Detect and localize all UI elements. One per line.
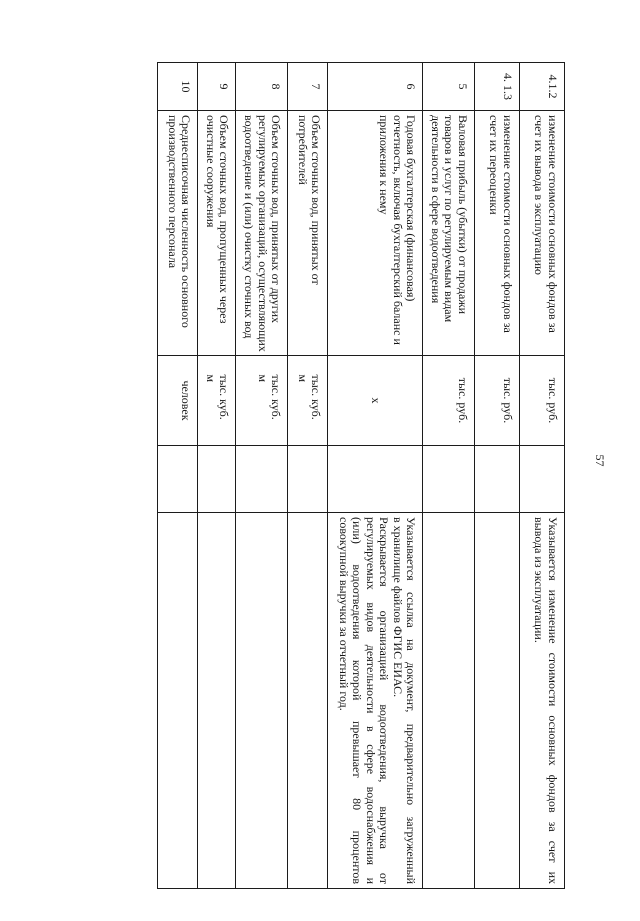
value-cell <box>423 446 475 513</box>
name-line: Объем сточных вод, принятых от других <box>269 115 284 324</box>
indicator-name <box>520 111 565 356</box>
unit-text: тыс. руб. <box>456 377 470 424</box>
description <box>198 513 236 889</box>
value-cell <box>236 446 288 513</box>
description-line: совокупной выручки за отчетный год. <box>337 517 351 711</box>
description <box>158 513 198 889</box>
description-line: вывода из эксплуатации. <box>532 517 547 643</box>
name-line: Валовая прибыль (убытки) от продажи <box>456 115 470 315</box>
page-number: 57 <box>593 454 607 467</box>
unit-of-measure <box>198 356 236 446</box>
indicator-name <box>475 111 520 356</box>
unit-text: человек <box>179 380 194 421</box>
description <box>236 513 288 889</box>
value-cell <box>475 446 520 513</box>
row-number: 4.1.2 <box>520 63 565 111</box>
unit-of-measure <box>158 356 198 446</box>
name-line: изменение стоимости основных фондов за <box>546 115 560 333</box>
unit-of-measure <box>328 356 423 446</box>
name-line: производственного персонала <box>166 115 180 269</box>
description-line: Указывается ссылка на документ, предварительно загруженный <box>404 517 419 884</box>
unit-of-measure <box>236 356 288 446</box>
value-cell <box>158 446 198 513</box>
row-number: 5 <box>423 63 475 111</box>
name-line: деятельности в сфере водоотведения <box>429 115 443 304</box>
unit-text: тыс. куб. м <box>256 374 284 420</box>
unit-of-measure <box>520 356 565 446</box>
table-row <box>520 63 565 889</box>
unit-of-measure <box>423 356 475 446</box>
row-number: 9 <box>198 63 236 111</box>
name-line: водоотведение и (или) очистку сточных вод <box>242 115 257 339</box>
table-row <box>236 63 288 889</box>
unit-text: тыс. куб. м <box>296 374 324 420</box>
indicator-name <box>158 111 198 356</box>
description <box>288 513 328 889</box>
description-line: (или) водоотведения которой превышает 80 процентов <box>350 517 365 884</box>
description <box>475 513 520 889</box>
row-number: 6 <box>328 63 423 111</box>
name-line: Объем сточных вод, пропущенных через <box>217 115 232 324</box>
table-row <box>198 63 236 889</box>
row-number: 7 <box>288 63 328 111</box>
name-line: регулируемых организаций, осуществляющих <box>256 115 270 352</box>
table-row <box>158 63 198 889</box>
value-cell <box>198 446 236 513</box>
row-number: 4. 1.3 <box>475 63 520 111</box>
name-line: Среднесписочная численность основного <box>179 115 194 328</box>
table-row <box>423 63 475 889</box>
name-line: приложения к нему <box>377 115 392 215</box>
name-line: счет их переоценки <box>487 115 502 215</box>
value-cell <box>520 446 565 513</box>
name-line: товаров и услуг по регулируемым видам <box>442 115 457 323</box>
indicator-name <box>198 111 236 356</box>
unit-text: тыс. руб. <box>501 377 515 424</box>
table-row <box>475 63 520 889</box>
indicator-name <box>423 111 475 356</box>
description-line: регулируемых видов деятельности в сфере водоснабжения и <box>364 517 378 884</box>
description <box>423 513 475 889</box>
description <box>520 513 565 889</box>
description <box>328 513 423 889</box>
name-line: потребителей <box>296 115 310 185</box>
value-cell <box>288 446 328 513</box>
description-line: Раскрывается организацией водоотведения, выручка от <box>377 517 392 884</box>
row-number: 8 <box>236 63 288 111</box>
name-line: Объем сточных вод, принятых от <box>309 115 324 285</box>
value-cell <box>328 446 423 513</box>
unit-of-measure <box>288 356 328 446</box>
unit-text: тыс. куб. м <box>204 374 232 420</box>
description-line: в хранилище файлов ФГИС ЕИАС. <box>391 517 405 698</box>
table-row <box>328 63 423 889</box>
indicator-name <box>328 111 423 356</box>
unit-text: тыс. руб. <box>546 377 560 424</box>
row-number: 10 <box>158 63 198 111</box>
unit-text: х <box>369 397 384 404</box>
name-line: очистные сооружения <box>204 115 218 228</box>
unit-of-measure <box>475 356 520 446</box>
name-line: изменение стоимости основных фондов за <box>501 115 515 333</box>
name-line: отчетность, включая бухгалтерский баланс и <box>391 115 405 345</box>
indicator-name <box>236 111 288 356</box>
name-line: счет их вывода в эксплуатацию <box>532 115 547 275</box>
indicator-name <box>288 111 328 356</box>
indicators-table <box>158 62 566 889</box>
table-row <box>288 63 328 889</box>
description-line: Указывается изменение стоимости основных фондов за счет их <box>546 517 560 884</box>
name-line: Годовая бухгалтерская (финансовая) <box>404 115 419 302</box>
